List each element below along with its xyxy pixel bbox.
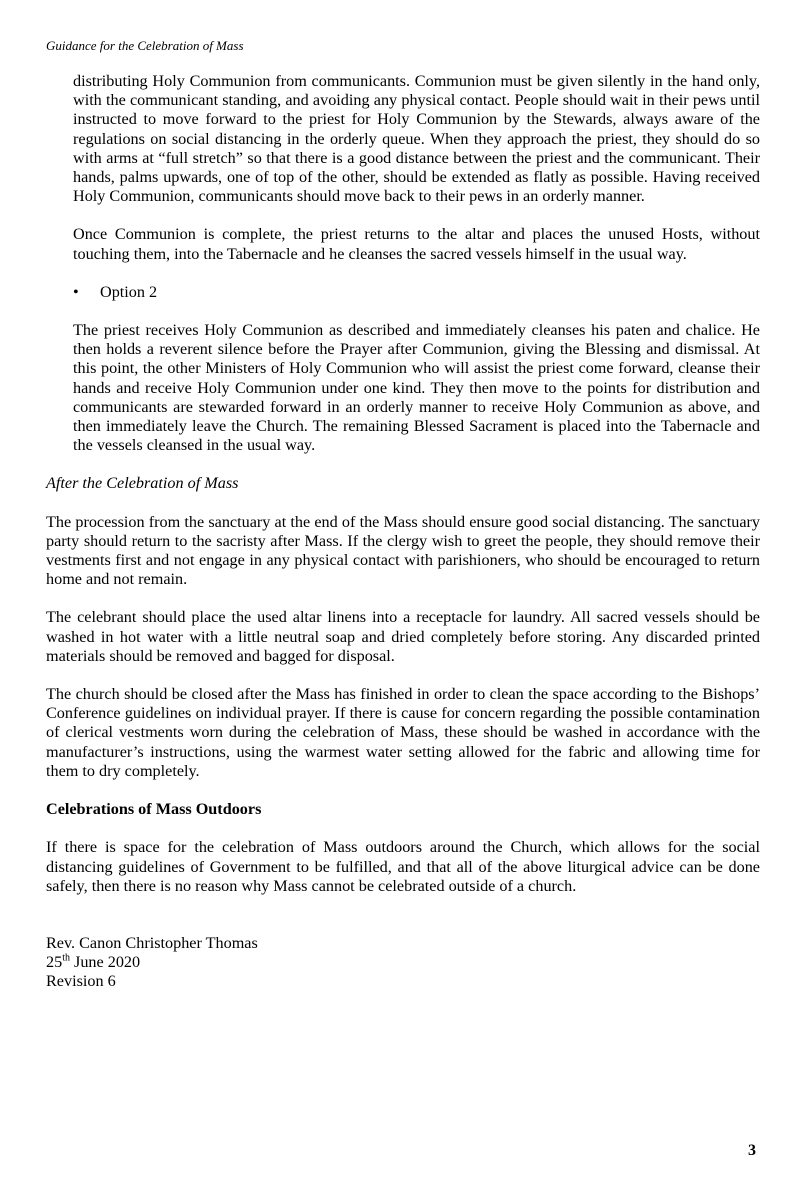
outdoors-paragraph: If there is space for the celebration of Mass outdoors around the Church, which allows for the social distancing guidelines of Government to be fulfilled, and that all of the above liturgical advice can be done safely, then there is no reason why Mass cannot be celebrated outside of a church. [46, 838, 760, 895]
option1-paragraph-2: Once Communion is complete, the priest returns to the altar and places the unused Hosts, without touching them, into the Tabernacle and he cleanses the sacred vessels himself in the usual way. [73, 225, 760, 263]
date-month-year: June 2020 [69, 953, 141, 972]
outdoors-heading: Celebrations of Mass Outdoors [46, 800, 262, 819]
signature-block [46, 934, 760, 992]
option2-label: Option 2 [100, 282, 158, 301]
document-body [46, 72, 760, 992]
after-mass-paragraph-1: The procession from the sanctuary at the end of the Mass should ensure good social distancing. The sanctuary party should return to the sacristy after Mass. If the clergy wish to greet the people, they should remove their vestments first and not engage in any physical contact with parishioners, who should be encouraged to return home and not remain. [46, 512, 760, 589]
after-mass-paragraph-2: The celebrant should place the used altar linens into a receptacle for laundry. All sacred vessels should be washed in hot water with a little neutral soap and dried completely before storing. Any discarded printed materials should be removed and bagged for disposal. [46, 608, 760, 665]
after-mass-heading: After the Celebration of Mass [46, 474, 239, 493]
signature-date [46, 953, 760, 972]
page-number: 3 [748, 1142, 756, 1159]
revision-label: Revision 6 [46, 972, 116, 991]
option1-paragraph-1: distributing Holy Communion from communicants. Communion must be given silently in the hand only, with the communicant standing, and avoiding any physical contact. People should wait in their pews until instructed to move forward to the priest for Holy Communion by the Stewards, always aware of the regulations on social distancing in the orderly queue. When they approach the priest, they should do so with arms at “full stretch” so that there is a good distance between the priest and the communicant. Their hands, palms upwards, one of top of the other, should be extended as flatly as possible. Having received Holy Communion, communicants should move back to their pews in an orderly manner. [73, 72, 760, 206]
running-header: Guidance for the Celebration of Mass [46, 38, 244, 53]
date-day: 25 [46, 953, 63, 972]
signatory-name: Rev. Canon Christopher Thomas [46, 933, 258, 952]
after-mass-paragraph-3: The church should be closed after the Mass has finished in order to clean the space according to the Bishops’ Conference guidelines on individual prayer. If there is cause for concern regarding the possible contamination of clerical vestments worn during the celebration of Mass, these should be washed in accordance with the manufacturer’s instructions, using the warmest water setting allowed for the fabric and allowing time for them to dry completely. [46, 685, 760, 780]
option2-paragraph: The priest receives Holy Communion as described and immediately cleanses his paten and chalice. He then holds a reverent silence before the Prayer after Communion, giving the Blessing and dismissal. At this point, the other Ministers of Holy Communion who will assist the priest come forward, cleanse their hands and receive Holy Communion under one kind. They then move to the points for distribution and communicants are stewarded forward in an orderly manner to receive Holy Communion as above, and then immediately leave the Church. The remaining Blessed Sacrament is placed into the Tabernacle and the vessels cleansed in the usual way. [73, 321, 760, 455]
option2-bullet-item [73, 283, 760, 302]
date-suffix: th [62, 952, 70, 964]
bullet-icon: • [73, 282, 79, 301]
